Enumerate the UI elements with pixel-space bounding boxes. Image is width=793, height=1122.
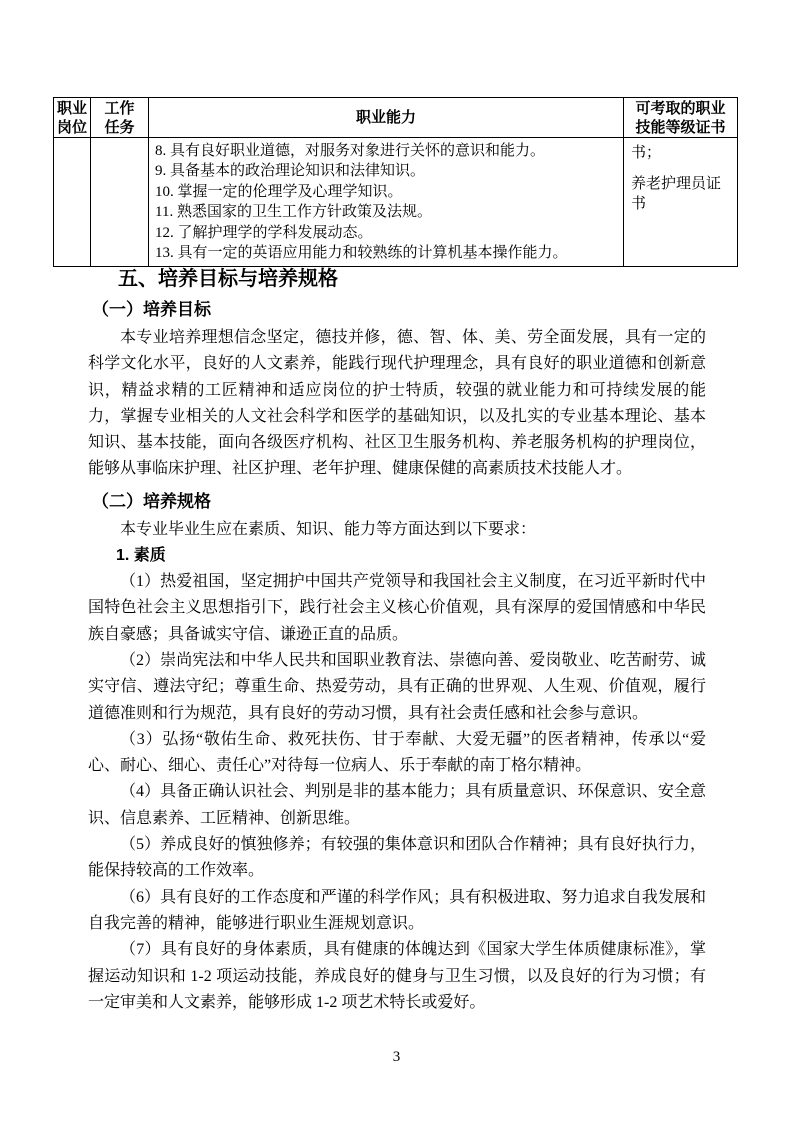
ability-item: 10. 掌握一定的伦理学及心理学知识。 — [155, 183, 403, 200]
section-title: 五、培养目标与培养规格 — [118, 268, 338, 290]
header-line: 任务 — [104, 118, 135, 136]
header-job-position — [54, 98, 91, 138]
quality-item-7: （7）具有良好的身体素质，具有健康的体魄达到《国家大学生体质健康标准》，掌握运动知识和 1-2 项运动技能，养成良好的健身与卫生习惯，以及良好的行为习惯；有一定审美和人文素养，能够形成 1-2 项艺术特长或爱好。 — [88, 941, 706, 1011]
header-work-task — [91, 98, 149, 138]
ability-item: 11. 熟悉国家的卫生工作方针政策及法规。 — [155, 204, 432, 221]
spec-intro-paragraph: 本专业毕业生应在素质、知识、能力等方面达到以下要求： — [120, 520, 537, 538]
header-line: 技能等级证书 — [635, 118, 726, 136]
certificate-item: 书； — [631, 145, 662, 161]
header-line: 岗位 — [56, 118, 87, 136]
subsection-title-spec: （二）培养规格 — [92, 491, 211, 511]
quality-item-2: （2）崇尚宪法和中华人民共和国职业教育法、崇德向善、爱岗敬业、吃苦耐劳、诚实守信、遵法守纪；尊重生命、热爱劳动，具有正确的世界观、人生观、价值观，履行道德准则和行为规范，具有良好的劳动习惯，具有社会责任感和社会参与意识。 — [88, 651, 706, 722]
header-professional-ability — [149, 98, 624, 138]
quality-item-1: （1）热爱祖国，坚定拥护中国共产党领导和我国社会主义制度，在习近平新时代中国特色社会主义思想指引下，践行社会主义核心价值观，具有深厚的爱国情感和中华民族自豪感；具备诚实守信、谦逊正直的品质。 — [88, 573, 706, 643]
table-body-row — [54, 138, 738, 267]
ability-item: 13. 具有一定的英语应用能力和较熟练的计算机基本操作能力。 — [155, 245, 568, 262]
training-goal-paragraph: 本专业培养理想信念坚定，德技并修，德、智、体、美、劳全面发展，具有一定的科学文化水平，良好的人文素养，能践行现代护理理念，具有良好的职业道德和创新意识，精益求精的工匠精神和适应岗位的护士特质，较强的就业能力和可持续发展的能力，掌握专业相关的人文社会科学和医学的基础知识，以及扎实的专业基本理论、基本知识、基本技能，面向各级医疗机构、社区卫生服务机构、养老服务机构的护理岗位，能够从事临床护理、社区护理、老年护理、健康保健的高素质技术技能人才。 — [88, 329, 706, 478]
ability-item: 12. 了解护理学的学科发展动态。 — [155, 224, 373, 241]
ability-item: 8. 具有良好职业道德，对服务对象进行关怀的意识和能力。 — [155, 143, 546, 159]
quality-heading: 1. 素质 — [116, 547, 166, 565]
document-body — [88, 257, 706, 1016]
header-line: 可考取的职业 — [635, 99, 726, 117]
ability-item: 9. 具备基本的政治理论知识和法律知识。 — [155, 163, 426, 180]
cell-abilities — [149, 138, 624, 267]
cell-job-position-empty — [54, 138, 91, 267]
header-line: 职业能力 — [355, 109, 416, 126]
certificate-item: 养老护理员证书 — [631, 176, 722, 212]
header-line: 工作 — [104, 99, 135, 117]
quality-item-4: （4）具备正确认识社会、判别是非的基本能力；具有质量意识、环保意识、安全意识、信息素养、工匠精神、创新思维。 — [88, 783, 706, 827]
competency-table — [53, 97, 738, 267]
cell-certificates — [624, 138, 738, 267]
cell-work-task-empty — [91, 138, 149, 267]
quality-item-3: （3）弘扬“敬佑生命、救死扶伤、甘于奉献、大爱无疆”的医者精神，传承以“爱心、耐心、细心、责任心”对待每一位病人、乐于奉献的南丁格尔精神。 — [88, 730, 706, 775]
table-header-row — [54, 98, 738, 138]
header-line: 职业 — [56, 99, 87, 117]
header-certificates — [624, 98, 738, 138]
quality-item-5: （5）养成良好的慎独修养；有较强的集体意识和团队合作精神；具有良好执行力，能保持较高的工作效率。 — [88, 836, 706, 880]
subsection-title-goal: （一）培养目标 — [92, 300, 211, 319]
quality-item-6: （6）具有良好的工作态度和严谨的科学作风；具有积极进取、努力追求自我发展和自我完善的精神，能够进行职业生涯规划意识。 — [88, 888, 706, 932]
page-number: 3 — [392, 1049, 401, 1065]
